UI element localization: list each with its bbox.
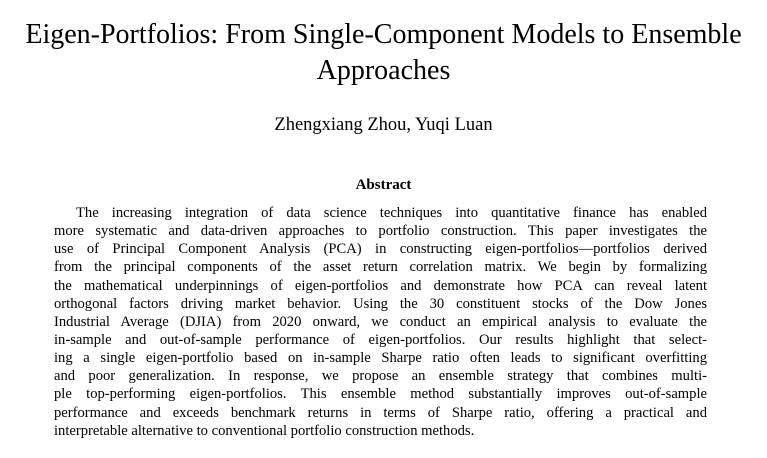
title-line: Approaches [316,55,451,86]
abstract-line: and poor generalization. In response, we propose an ensemble strategy that combines multi- [54,368,707,385]
abstract-line: Industrial Average (DJIA) from 2020 onward, we conduct an empirical analysis to evaluate the [54,313,707,330]
abstract-line: the mathematical underpinnings of eigen-portfolios and demonstrate how PCA can reveal latent [54,277,707,294]
author-list: Zhengxiang Zhou, Yuqi Luan [274,115,493,135]
abstract-line: ing a single eigen-portfolio based on in-sample Sharpe ratio often leads to significant overfitting [54,350,707,367]
abstract-body [54,204,707,440]
abstract-line: interpretable alternative to conventional portfolio construction methods. [54,422,475,439]
abstract-line: ple top-performing eigen-portfolios. This ensemble method substantially improves out-of-sample [54,386,707,403]
abstract-line: use of Principal Component Analysis (PCA) in constructing eigen-portfolios—portfolios derived [54,241,707,258]
abstract-heading: Abstract [355,177,412,193]
abstract-line: orthogonal factors driving market behavior. Using the 30 constituent stocks of the Dow Jones [54,295,707,312]
paper-title [0,17,767,89]
title-line: Eigen-Portfolios: From Single-Component Models to Ensemble [25,19,742,50]
abstract-line: more systematic and data-driven approaches to portfolio construction. This paper investigates the [54,223,707,240]
abstract-line: in-sample and out-of-sample performance of eigen-portfolios. Our results highlight that select- [54,331,707,348]
abstract-line: The increasing integration of data science techniques into quantitative finance has enabled [76,205,707,221]
abstract-line: performance and exceeds benchmark returns in terms of Sharpe ratio, offering a practical and [54,404,707,421]
abstract-line: from the principal components of the asset return correlation matrix. We begin by formalizing [54,259,707,276]
